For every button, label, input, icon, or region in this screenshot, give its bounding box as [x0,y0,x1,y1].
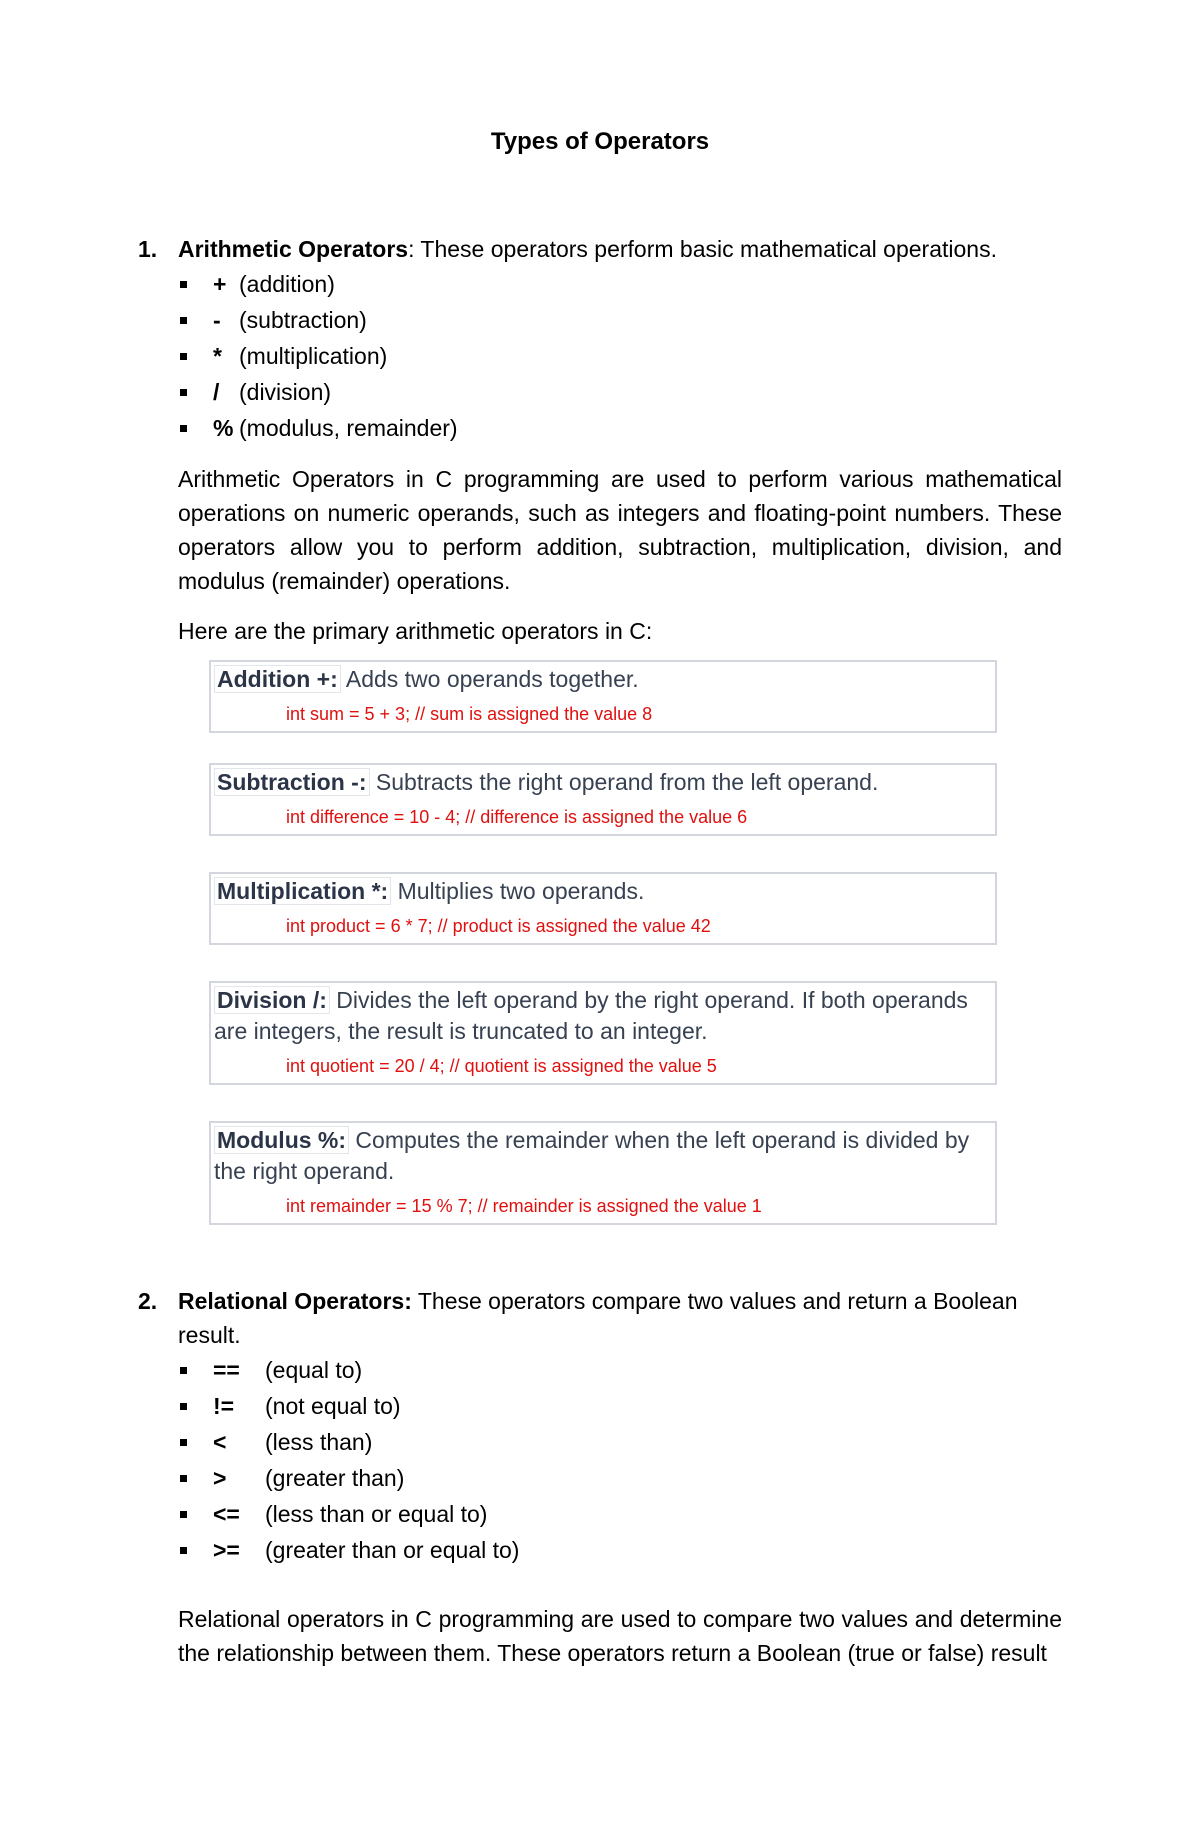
body-paragraph: Relational operators in C programming are used to compare two values and determine the relationship between them. These operators return a Boolean (true or false) result [178,1606,1062,1666]
operator-box-subtraction [209,763,997,836]
body-paragraph: Arithmetic Operators in C programming are used to perform various mathematical operations on numeric operands, such as integers and floating-point numbers. These operators allow you to perform addition, subtraction, multiplication, division, and modulus (remainder) operations. [178,466,1062,594]
section-name: Relational Operators: [178,1288,412,1314]
page-title: Types of Operators [490,128,710,155]
operator-description: (modulus, remainder) [239,415,458,441]
square-bullet-icon [180,1475,187,1482]
box-text: Multiplies two operands. [391,878,645,904]
list-item [178,410,1062,446]
operator-description: (multiplication) [239,343,388,369]
box-description [214,876,995,907]
square-bullet-icon [180,281,187,288]
box-text: Subtracts the right operand from the left operand. [369,769,879,795]
box-description [214,985,995,1047]
list-item [178,266,1062,302]
operator-symbol: <= [213,1501,240,1527]
list-item [178,302,1062,338]
section-body [138,266,1062,1225]
operator-box-multiplication [209,872,997,945]
operator-symbol: >= [213,1537,240,1563]
operator-symbol: % [213,415,234,441]
operator-description: (greater than) [265,1465,405,1491]
section-number: 2. [138,1288,158,1314]
operator-list [178,1352,1062,1568]
list-item [178,1388,1062,1424]
operator-description: (not equal to) [265,1393,401,1419]
operator-symbol: != [213,1393,235,1419]
operator-description: (addition) [239,271,335,297]
box-description [214,767,995,798]
operator-description: (less than or equal to) [265,1501,488,1527]
section-name: Arithmetic Operators [178,236,409,262]
box-heading: Division /: [214,986,330,1014]
operator-symbol: - [213,307,221,333]
square-bullet-icon [180,1367,187,1374]
operator-description: (division) [239,379,332,405]
box-heading: Addition +: [214,665,341,693]
section-arithmetic [138,232,1062,1225]
code-example: int quotient = 20 / 4; // quotient is assigned the value 5 [286,1056,717,1076]
square-bullet-icon [180,353,187,360]
operator-description: (equal to) [265,1357,363,1383]
operator-symbol: == [213,1357,240,1383]
square-bullet-icon [180,389,187,396]
square-bullet-icon [180,1403,187,1410]
section-number: 1. [138,236,158,262]
square-bullet-icon [180,425,187,432]
square-bullet-icon [180,1547,187,1554]
operator-description: (greater than or equal to) [265,1537,520,1563]
operator-box-division [209,981,997,1085]
box-description [214,664,995,695]
operator-list [178,266,1062,446]
box-description [214,1125,995,1187]
operator-symbol: + [213,271,227,297]
box-heading: Subtraction -: [214,768,370,796]
operator-box-addition [209,660,997,733]
list-item [178,1496,1062,1532]
operator-description: (less than) [265,1429,373,1455]
operator-symbol: / [213,379,220,405]
list-item [178,1424,1062,1460]
list-item [178,1460,1062,1496]
box-text: Divides the left operand by the right operand. If both operands are integers, the result is truncated to an integer. [214,987,968,1044]
code-example: int sum = 5 + 3; // sum is assigned the value 8 [286,704,653,724]
section-description: : These operators perform basic mathematical operations. [408,236,997,262]
box-heading: Modulus %: [214,1126,349,1154]
list-item [178,1532,1062,1568]
box-text: Computes the remainder when the left operand is divided by the right operand. [214,1127,970,1184]
section-description: These operators compare two values and return a Boolean result. [178,1288,1018,1348]
operator-description: (subtraction) [239,307,367,333]
operator-symbol: > [213,1465,227,1491]
square-bullet-icon [180,1511,187,1518]
operator-symbol: < [213,1429,227,1455]
box-heading: Multiplication *: [214,877,391,905]
box-text: Adds two operands together. [340,666,639,692]
section-body [138,1352,1062,1670]
operator-symbol: * [213,343,222,369]
list-item [178,1352,1062,1388]
code-example: int remainder = 15 % 7; // remainder is assigned the value 1 [286,1196,762,1216]
list-item [178,338,1062,374]
square-bullet-icon [180,1439,187,1446]
section-heading [138,232,1062,266]
section-relational [138,1284,1062,1670]
list-item [178,374,1062,410]
code-example: int difference = 10 - 4; // difference is assigned the value 6 [286,807,748,827]
square-bullet-icon [180,317,187,324]
section-heading [138,1284,1062,1352]
operator-box-modulus [209,1121,997,1225]
code-example: int product = 6 * 7; // product is assigned the value 42 [286,916,711,936]
intro-paragraph: Here are the primary arithmetic operators in C: [178,618,653,644]
